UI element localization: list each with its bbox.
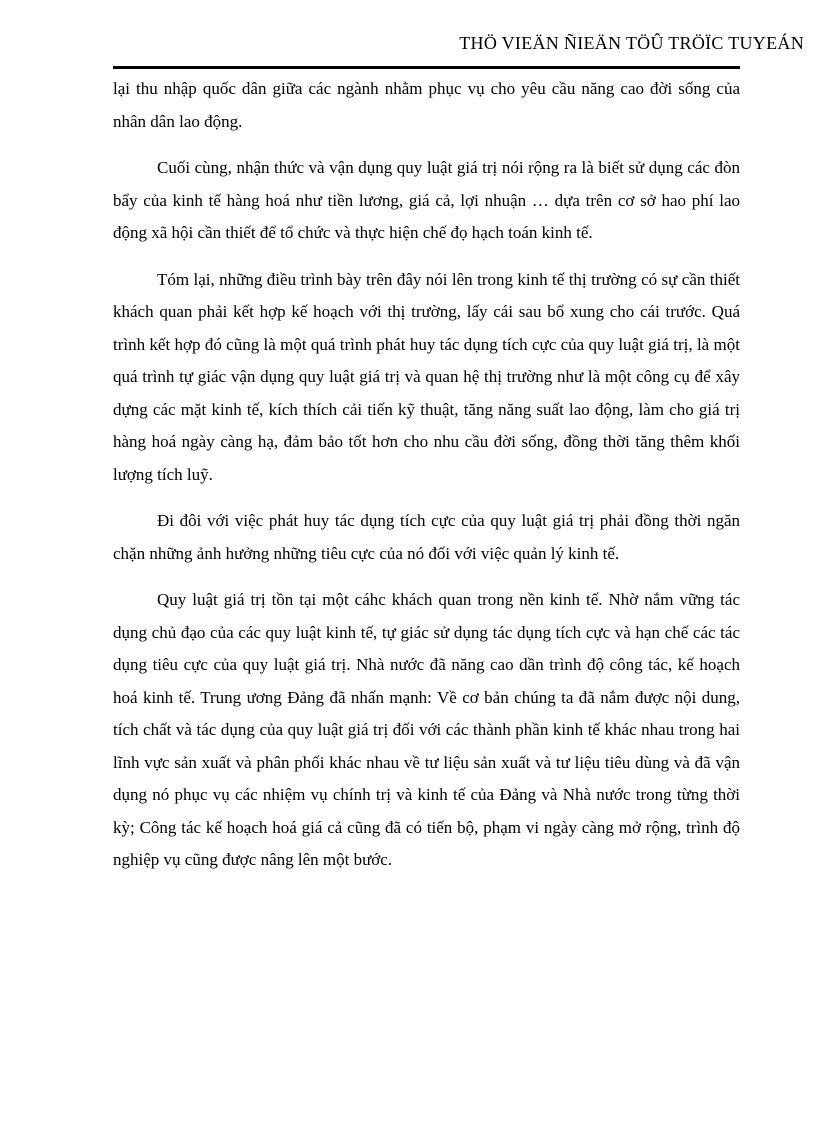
paragraph-negative-effects: Đi đôi với việc phát huy tác dụng tích cực của quy luật giá trị phải đồng thời ngăn chặn những ảnh hưởng những tiêu cực của nó đối với việc quản lý kinh tế. bbox=[113, 511, 740, 563]
paragraph-summary: Tóm lại, những điều trình bày trên đây nói lên trong kinh tế thị trường có sự cần thiết khách quan phải kết hợp kế hoạch với thị trường, lấy cái sau bổ xung cho cái trước. Quá trình kết hợp đó cũng là một quá trình phát huy tác dụng tích cực của quy luật giá trị, là một quá trình tự giác vận dụng quy luật giá trị và quan hệ thị trường như là một công cụ để xây dựng các mặt kinh tế, kích thích cải tiến kỹ thuật, tăng năng suất lao động, làm cho giá trị hàng hoá ngày càng hạ, đảm bảo tốt hơn cho nhu cầu đời sống, đồng thời tăng thêm khối lượng tích luỹ. bbox=[113, 269, 740, 484]
paragraph-continuation: lại thu nhập quốc dân giữa các ngành nhằm phục vụ cho yêu cầu năng cao đời sống của nhân dân lao động. bbox=[113, 79, 740, 131]
document-body bbox=[113, 73, 740, 891]
paragraph-levers: Cuối cùng, nhận thức và vận dụng quy luật giá trị nói rộng ra là biết sử dụng các đòn bẩy của kinh tế hàng hoá như tiền lương, giá cả, lợi nhuận … dựa trên cơ sở hao phí lao động xã hội cần thiết để tổ chức và thực hiện chế đọ hạch toán kinh tế. bbox=[113, 158, 740, 242]
header-divider bbox=[113, 66, 740, 69]
paragraph-law-of-value: Quy luật giá trị tồn tại một cáhc khách quan trong nền kinh tế. Nhờ nắm vững tác dụng chủ đạo của các quy luật kinh tế, tự giác sử dụng tác dụng tích cực và hạn chế các tác dụng tiêu cực của quy luật giá trị. Nhà nước đã năng cao dần trình độ công tác, kế hoạch hoá kinh tế. Trung ương Đảng đã nhấn mạnh: Về cơ bản chúng ta đã nắm được nội dung, tích chất và tác dụng của quy luật giá trị đối với các thành phần kinh tế khác nhau trong hai lĩnh vực sản xuất và phân phối khác nhau về tư liệu sản xuất và tư liệu tiêu dùng và đã vận dụng nó phục vụ các nhiệm vụ chính trị và kinh tế của Đảng và Nhà nước trong từng thời kỳ; Công tác kế hoạch hoá giá cả cũng đã có tiến bộ, phạm vi ngày càng mở rộng, trình độ nghiệp vụ cũng được nâng lên một bước. bbox=[113, 590, 740, 869]
page-header-title: THÖ VIEÄN ÑIEÄN TÖÛ TRÖÏC TUYEÁN bbox=[459, 33, 804, 53]
